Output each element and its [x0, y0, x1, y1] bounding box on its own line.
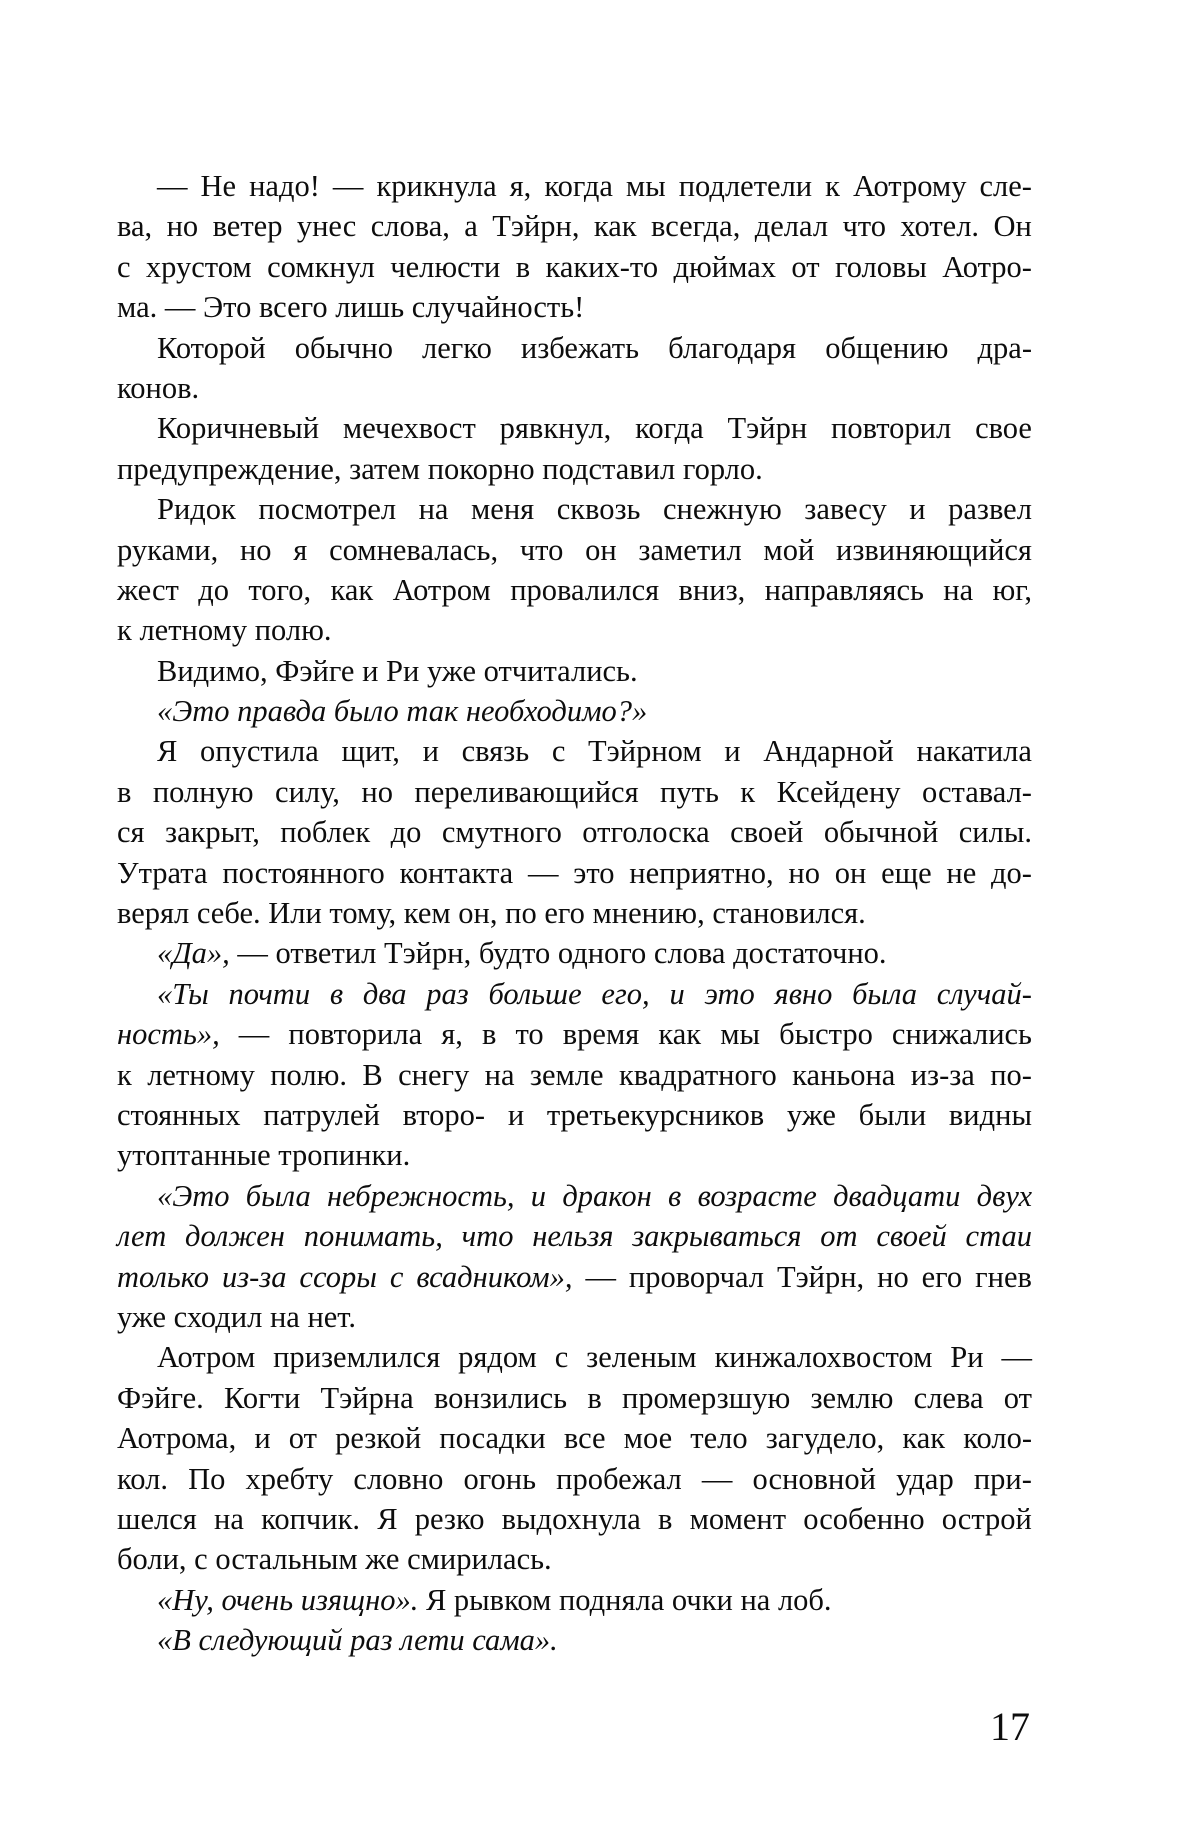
text-line: Аотрома, и от резкой посадки все мое тело загудело, как коло- [117, 1421, 1032, 1456]
text-line: только из-за ссоры с всадником», — проворчал Тэйрн, но его гнев [117, 1259, 1032, 1294]
text-line: к летному полю. В снегу на земле квадратного каньона из-за по- [117, 1057, 1032, 1092]
text-line: Аотром приземлился рядом с зеленым кинжалохвостом Ри — [157, 1340, 1032, 1375]
text-line: лет должен понимать, что нельзя закрываться от своей стаи [117, 1219, 1032, 1254]
text-line: верял себе. Или тому, кем он, по его мнению, становился. [117, 896, 866, 931]
text-line: Ридок посмотрел на меня сквозь снежную завесу и развел [157, 492, 1032, 527]
text-line: «Это правда было так необходимо?» [157, 694, 648, 729]
text-line: уже сходил на нет. [117, 1299, 356, 1334]
text-line: ность», — повторила я, в то время как мы быстро снижались [117, 1017, 1032, 1052]
text-line: к летному полю. [117, 613, 332, 648]
text-line: стоянных патрулей второ- и третьекурсников уже были видны [117, 1097, 1032, 1132]
text-line: предупреждение, затем покорно подставил горло. [117, 451, 763, 486]
text-line: «Да», — ответил Тэйрн, будто одного слова достаточно. [157, 936, 887, 971]
text-line: «Ты почти в два раз больше его, и это явно была случай- [157, 976, 1032, 1011]
page-text-block [117, 166, 1032, 1660]
text-line: конов. [117, 370, 200, 405]
text-line: утоптанные тропинки. [117, 1138, 411, 1173]
text-line: жест до того, как Аотром провалился вниз, направляясь на юг, [117, 572, 1032, 607]
text-line: Которой обычно легко избежать благодаря общению дра- [157, 330, 1032, 365]
text-line: в полную силу, но переливающийся путь к Ксейдену оставал- [117, 774, 1032, 809]
text-line: «Это была небрежность, и дракон в возрасте двадцати двух [157, 1178, 1032, 1213]
text-line: ся закрыт, поблек до смутного отголоска своей обычной силы. [117, 815, 1032, 850]
text-line: Утрата постоянного контакта — это неприятно, но он еще не до- [117, 855, 1032, 890]
page-number: 17 [990, 1704, 1030, 1749]
text-line: Я опустила щит, и связь с Тэйрном и Андарной накатила [157, 734, 1032, 769]
text-line: «В следующий раз лети сама». [157, 1623, 558, 1658]
text-line: с хрустом сомкнул челюсти в каких-то дюймах от головы Аотро- [117, 249, 1032, 284]
text-line: кол. По хребту словно огонь пробежал — основной удар при- [117, 1461, 1032, 1496]
text-line: Коричневый мечехвост рявкнул, когда Тэйрн повторил свое [157, 411, 1032, 446]
text-line: боли, с остальным же смирилась. [117, 1542, 552, 1577]
text-line: ма. — Это всего лишь случайность! [117, 290, 585, 325]
text-line: Видимо, Фэйге и Ри уже отчитались. [157, 653, 638, 688]
text-line: «Ну, очень изящно». Я рывком подняла очки на лоб. [157, 1582, 832, 1617]
text-line: шелся на копчик. Я резко выдохнула в момент особенно острой [117, 1501, 1032, 1536]
text-line: руками, но я сомневалась, что он заметил мой извиняющийся [117, 532, 1032, 567]
text-line: ва, но ветер унес слова, а Тэйрн, как всегда, делал что хотел. Он [117, 209, 1032, 244]
text-line: Фэйге. Когти Тэйрна вонзились в промерзшую землю слева от [117, 1380, 1032, 1415]
text-line: — Не надо! — крикнула я, когда мы подлетели к Аотрому сле- [157, 169, 1032, 203]
